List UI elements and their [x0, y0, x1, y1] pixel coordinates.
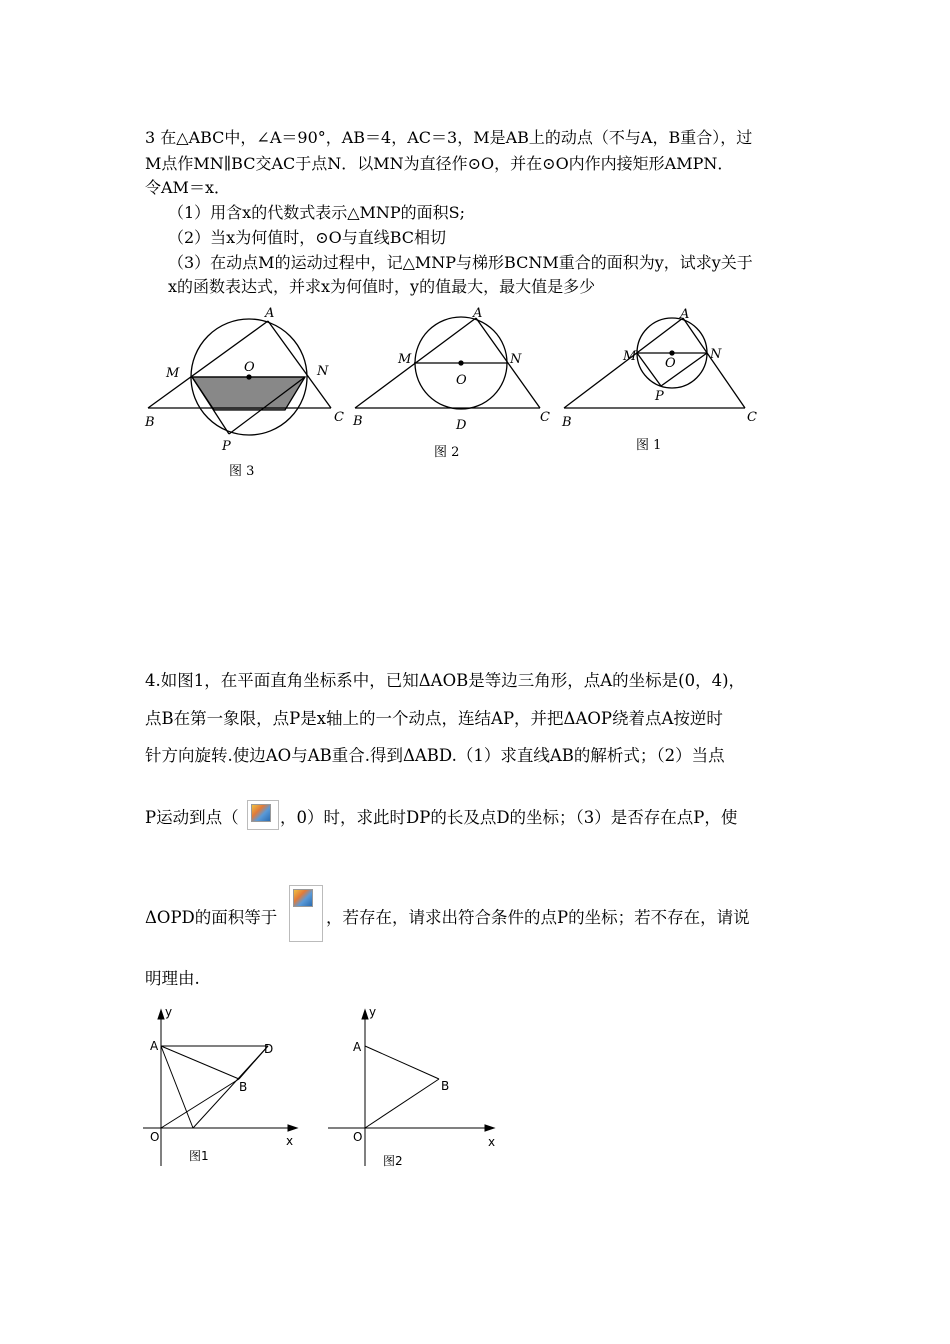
coordinate-figure1 [143, 1010, 297, 1166]
coord-fig1-caption: 图1 [189, 1149, 209, 1163]
problem4-line5-end: ，若存在，请求出符合条件的点P的坐标；若不存在，请说 [326, 908, 750, 927]
coord-fig1-label-x: x [286, 1134, 294, 1148]
problem3-question3b: x的函数表达式，并求x为何值时，y的值最大，最大值是多少 [168, 277, 596, 296]
figure3-label-p: P [222, 439, 231, 454]
figure1-label-a: A [680, 307, 690, 322]
figure2-segment-ob [365, 1079, 439, 1128]
figure1-segment-ap [161, 1046, 193, 1128]
figure1-label-n: N [710, 347, 722, 362]
figure1-label-b: B [562, 415, 572, 430]
problem4-line6: 明理由. [145, 969, 200, 988]
coord-fig1-label-y: y [165, 1005, 173, 1019]
figure3-label-n: N [317, 364, 329, 379]
coord-fig2-label-a: A [353, 1040, 362, 1054]
figure3-label-o: O [244, 360, 255, 375]
problem4-line2: 点B在第一象限，点P是x轴上的一个动点，连结AP，并把ΔAOP绕着点A按逆时 [145, 709, 723, 728]
figure1-label-c: C [747, 410, 757, 425]
figure1-label-m: M [623, 349, 637, 364]
coord-fig2-caption: 图2 [383, 1154, 403, 1168]
figure2-label-d: D [456, 418, 467, 433]
figure3-label-m: M [166, 366, 180, 381]
figure2-label-m: M [398, 352, 412, 367]
coord-fig1-label-o: O [150, 1130, 160, 1144]
coord-fig2-label-b: B [441, 1079, 450, 1093]
coord-fig1-label-b: B [239, 1080, 248, 1094]
figure3-caption: 图 3 [229, 464, 255, 479]
problem3-line3: 令AM＝x． [145, 178, 230, 197]
problem3-question1: （1）用含x的代数式表示△MNP的面积S; [168, 203, 466, 222]
problem4-line4-end: ，0）时，求此时DP的长及点D的坐标；（3）是否存在点P，使 [280, 808, 738, 827]
figure2-label-b: B [353, 414, 363, 429]
problem4-line3: 针方向旋转.使边AO与AB重合.得到ΔABD.（1）求直线AB的解析式；（2）当点 [145, 746, 725, 765]
coord-fig2-label-o: O [353, 1130, 363, 1144]
coord-fig2-label-x: x [488, 1135, 496, 1149]
figure2-caption: 图 2 [434, 445, 460, 460]
problem4-line1: 4.如图1，在平面直角坐标系中，已知ΔAOB是等边三角形，点A的坐标是(0，4)， [145, 671, 746, 690]
figure3-label-c: C [334, 410, 344, 425]
figure1-y-arrow [158, 1010, 164, 1019]
problem3-question2: （2）当x为何值时，⊙O与直线BC相切 [168, 228, 447, 247]
figure2-label-c: C [540, 410, 550, 425]
figure1-x-arrow [288, 1125, 297, 1131]
problem4-line4-start: P运动到点（ [145, 808, 239, 827]
coord-fig2-label-y: y [369, 1005, 377, 1019]
coord-fig1-label-d: D [264, 1042, 274, 1056]
figure2-x-arrow [485, 1125, 494, 1131]
figure2-label-o: O [456, 373, 467, 388]
problem3-question3a: （3）在动点M的运动过程中，记△MNP与梯形BCNM重合的面积为y，试求y关于 [168, 253, 753, 272]
problem3-line1: 3 在△ABC中，∠A＝90°，AB＝4，AC＝3，M是AB上的动点（不与A，B重合），过 [145, 128, 753, 147]
figure2-y-arrow [362, 1010, 368, 1019]
figure3-label-b: B [145, 415, 155, 430]
figure1-caption: 图 1 [636, 438, 662, 453]
figure2-segment-ab [365, 1046, 439, 1079]
figure1-label-p: P [655, 389, 664, 404]
figure1-segment-ab [161, 1046, 239, 1079]
figure2-label-n: N [510, 352, 522, 367]
problem3-line2: M点作MN∥BC交AC于点N．以MN为直径作⊙O，并在⊙O内作内接矩形AMPN． [145, 154, 734, 173]
figure2-label-a: A [473, 306, 483, 321]
coord-fig1-label-a: A [150, 1039, 159, 1053]
figure3-label-a: A [265, 306, 275, 321]
problem4-line5-start: ΔOPD的面积等于 [145, 908, 278, 927]
figure1-label-o: O [665, 356, 676, 371]
